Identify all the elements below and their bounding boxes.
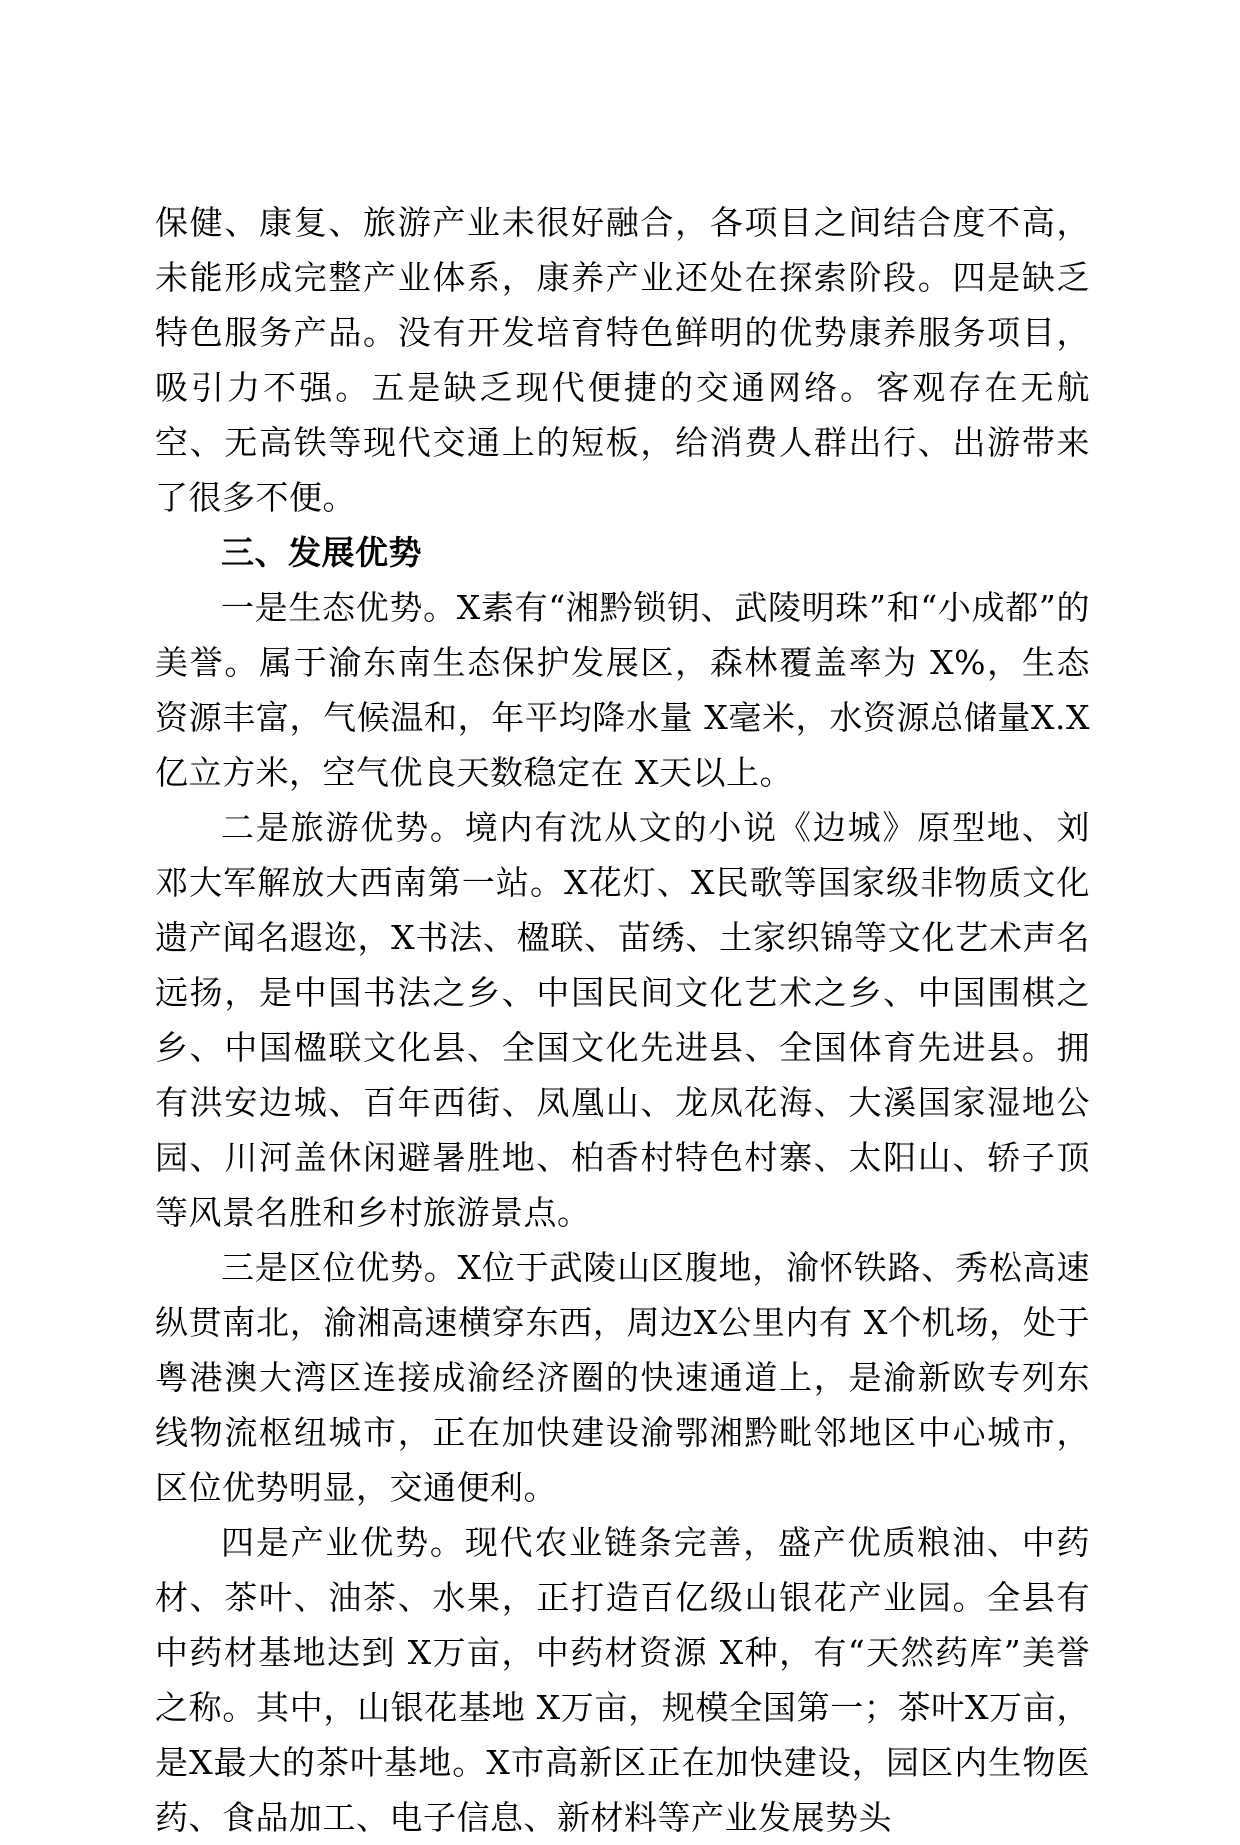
section-heading: 三、发展优势: [221, 533, 422, 572]
paragraph-tourism: 二是旅游优势。境内有沈从文的小说《边城》原型地、刘邓大军解放大西南第一站。X花灯、X民歌等国家级非物质文化遗产闻名遐迩，X书法、楹联、苗绣、土家织锦等文化艺术声名远扬，是中国书法之乡、中国民间文化艺术之乡、中国围棋之乡、中国楹联文化县、全国文化先进县、全国体育先进县。拥有洪安边城、百年西街、凤凰山、龙凤花海、大溪国家湿地公园、川河盖休闲避暑胜地、柏香村特色村寨、太阳山、轿子顶等风景名胜和乡村旅游景点。: [155, 808, 1090, 1232]
paragraph-location: 三是区位优势。X位于武陵山区腹地，渝怀铁路、秀松高速纵贯南北，渝湘高速横穿东西，周边X公里内有 X个机场，处于粤港澳大湾区连接成渝经济圈的快速通道上，是渝新欧专列东线物流枢纽城市，正在加快建设渝鄂湘黔毗邻地区中心城市，区位优势明显，交通便利。: [155, 1248, 1090, 1507]
paragraph-industry: 四是产业优势。现代农业链条完善，盛产优质粮油、中药材、茶叶、油茶、水果，正打造百亿级山银花产业园。全县有中药材基地达到 X万亩，中药材资源 X种，有“天然药库”美誉之称。其中，山银花基地 X万亩，规模全国第一；茶叶X万亩，是X最大的茶叶基地。X市高新区正在加快建设，园区内生物医药、食品加工、电子信息、新材料等产业发展势头: [155, 1523, 1090, 1837]
paragraph-ecology: 一是生态优势。X素有“湘黔锁钥、武陵明珠”和“小成都”的美誉。属于渝东南生态保护发展区，森林覆盖率为 X%，生态资源丰富，气候温和，年平均降水量 X毫米，水资源总储量X.X亿立方米，空气优良天数稳定在 X天以上。: [155, 588, 1090, 792]
document-body: [155, 195, 1090, 1845]
continuation-paragraph: 保健、康复、旅游产业未很好融合，各项目之间结合度不高，未能形成完整产业体系，康养产业还处在探索阶段。四是缺乏特色服务产品。没有开发培育特色鲜明的优势康养服务项目，吸引力不强。五是缺乏现代便捷的交通网络。客观存在无航空、无高铁等现代交通上的短板，给消费人群出行、出游带来了很多不便。: [155, 203, 1090, 517]
